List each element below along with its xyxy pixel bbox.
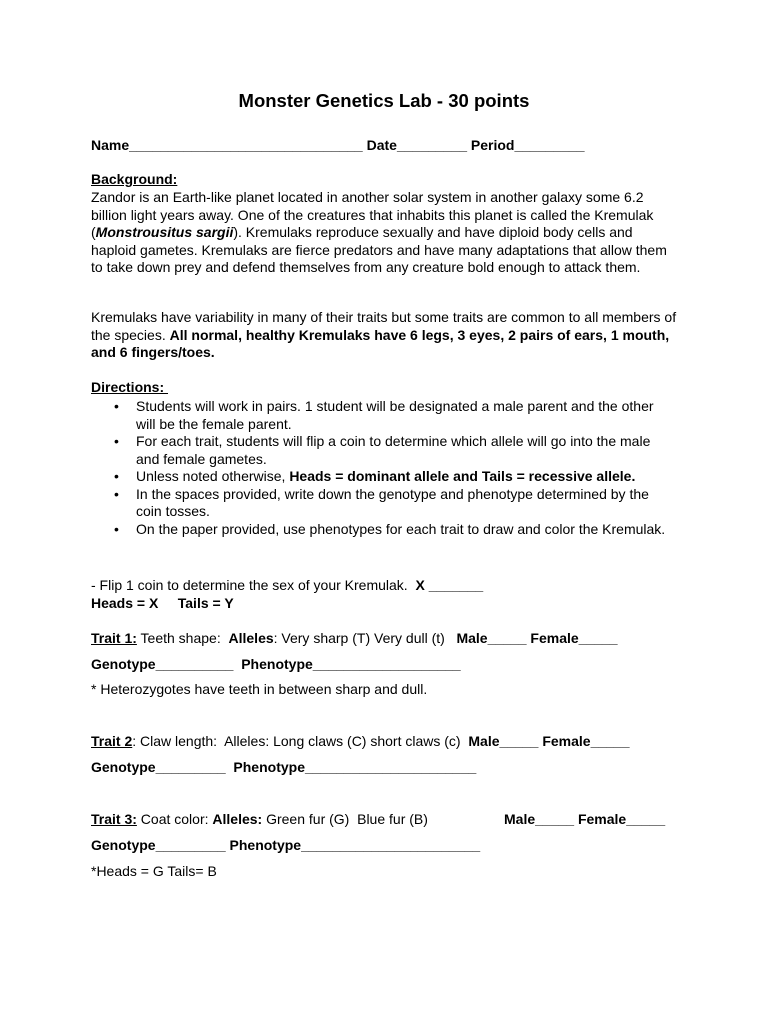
name-field: Name______________________________ xyxy=(91,137,363,153)
trait1-genotype-phenotype xyxy=(91,656,461,674)
trait3-line: Trait 3: Coat color: Alleles: Green fur (G) Blue fur (B) xyxy=(91,811,428,827)
kremulak-traits-statement: All normal, healthy Kremulaks have 6 legs, 3 eyes, 2 pairs of ears, 1 mouth, and 6 fingers/toes. xyxy=(91,326,670,360)
trait3-label: Trait 3: xyxy=(91,811,137,827)
sex-blank: X _______ xyxy=(415,577,484,593)
trait3-note: *Heads = G Tails= B xyxy=(91,863,217,879)
trait3-male-female: Male_____ Female_____ xyxy=(504,811,666,827)
sex-key: Heads = X Tails = Y xyxy=(91,595,234,611)
trait2-male-female: Male_____ Female_____ xyxy=(468,733,630,749)
background-paragraph-1: Zandor is an Earth-like planet located in another solar system in another galaxy some 6.2 billion light years away. One of the creatures that inhabits this planet is called the Kremulak (Monstrousitus sargii). Kremulaks reproduce sexually and have diploid body cells and haploid gametes. Kremulaks are fierce predators and have many adaptations that allow them to take down prey and defend themselves from any creature bold enough to attack them. xyxy=(91,189,667,275)
trait1-line: Trait 1: Teeth shape: Alleles: Very sharp (T) Very dull (t) Male_____ Female_____ xyxy=(91,630,618,646)
directions-heading: Directions: xyxy=(91,379,169,395)
trait3-genotype-phenotype xyxy=(91,837,480,855)
sex-instruction: - Flip 1 coin to determine the sex of your Kremulak. X _______ xyxy=(91,577,484,593)
directions-list xyxy=(91,398,691,538)
trait1-label: Trait 1: xyxy=(91,630,137,646)
student-info-line xyxy=(91,137,585,155)
date-field: Date_________ xyxy=(366,137,468,153)
background-paragraph-2: Kremulaks have variability in many of their traits but some traits are common to all members of the species. All normal, healthy Kremulaks have 6 legs, 3 eyes, 2 pairs of ears, 1 mouth, and 6 fingers/toes. xyxy=(91,309,677,360)
trait3-phenotype: Phenotype_______________________ xyxy=(229,837,481,853)
trait2-genotype: Genotype_________ xyxy=(91,759,226,775)
background-heading: Background: xyxy=(91,171,178,187)
trait3-genotype: Genotype_________ xyxy=(91,837,226,853)
page-title: Monster Genetics Lab - 30 points xyxy=(238,90,530,111)
period-field: Period_________ xyxy=(470,137,585,153)
list-item: • For each trait, students will flip a coin to determine which allele will go into the male and female gametes. xyxy=(91,433,676,468)
trait2-label: Trait 2 xyxy=(91,733,133,749)
list-item: • On the paper provided, use phenotypes for each trait to draw and color the Kremulak. xyxy=(91,521,676,539)
list-item: • Students will work in pairs. 1 student will be designated a male parent and the other will be the female parent. xyxy=(91,398,676,433)
trait1-male-female: Male_____ Female_____ xyxy=(456,630,618,646)
species-name: Monstrousitus sargii xyxy=(95,224,234,240)
trait2-genotype-phenotype xyxy=(91,759,476,777)
trait1-genotype: Genotype__________ xyxy=(91,656,234,672)
trait2-line: Trait 2: Claw length: Alleles: Long claws (C) short claws (c) Male_____ Female_____ xyxy=(91,733,630,749)
trait1-phenotype: Phenotype___________________ xyxy=(241,656,461,672)
trait2-phenotype: Phenotype______________________ xyxy=(233,759,477,775)
trait1-note: * Heterozygotes have teeth in between sharp and dull. xyxy=(91,681,428,697)
list-item: • In the spaces provided, write down the genotype and phenotype determined by the coin tosses. xyxy=(91,486,676,521)
list-item: • Unless noted otherwise, Heads = dominant allele and Tails = recessive allele. xyxy=(91,468,676,486)
